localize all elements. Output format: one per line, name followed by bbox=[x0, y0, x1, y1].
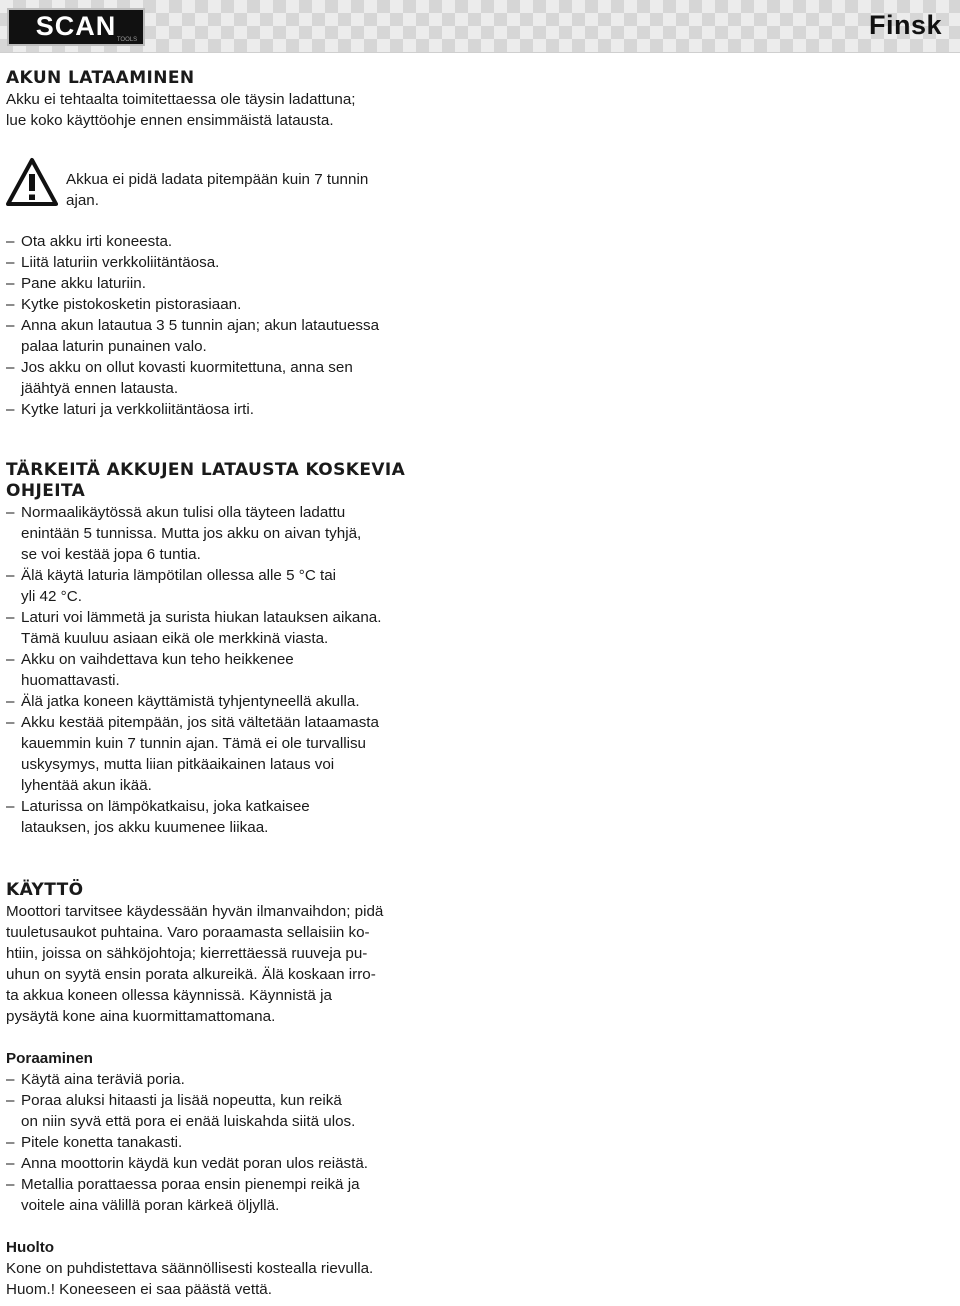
list-item: – Laturi voi lämmetä ja surista hiukan latauksen aikana. Tämä kuuluu asiaan eikä ole merkkinä viasta. bbox=[6, 607, 476, 649]
subsection-title: Poraaminen bbox=[6, 1050, 93, 1067]
section-title: TÄRKEITÄ AKKUJEN LATAUSTA KOSKEVIA OHJEITA bbox=[6, 460, 406, 501]
language-label: Finsk bbox=[868, 10, 942, 40]
list-item: – Laturissa on lämpökatkaisu, joka katkaisee latauksen, jos akku kuumenee liikaa. bbox=[6, 796, 476, 838]
drilling-list bbox=[6, 1069, 476, 1216]
section-title: KÄYTTÖ bbox=[6, 880, 84, 900]
section-maintenance bbox=[6, 1237, 476, 1300]
charging-steps bbox=[6, 231, 476, 420]
list-item: – Liitä laturiin verkkoliitäntäosa. bbox=[6, 252, 476, 273]
list-item: – Jos akku on ollut kovasti kuormitettuna, anna sen jäähtyä ennen latausta. bbox=[6, 357, 476, 399]
header-band bbox=[0, 0, 960, 53]
spacer bbox=[6, 1216, 476, 1237]
scan-logo bbox=[7, 8, 145, 46]
list-item: – Akku kestää pitempään, jos sitä vältetään lataamasta kauemmin kuin 7 tunnin ajan. Tämä ei ole turvallisu uskysymys, mutta liian pitkäaikainen lataus voi lyhentää akun ikää. bbox=[6, 712, 476, 796]
list-item: – Anna akun latautua 3 5 tunnin ajan; akun latautuessa palaa laturin punainen valo. bbox=[6, 315, 476, 357]
section-charging bbox=[6, 68, 476, 420]
list-item: – Pane akku laturiin. bbox=[6, 273, 476, 294]
list-item: – Kytke laturi ja verkkoliitäntäosa irti. bbox=[6, 399, 476, 420]
subsection-title: Huolto bbox=[6, 1239, 55, 1256]
section-title: AKUN LATAAMINEN bbox=[6, 68, 195, 88]
list-item: – Normaalikäytössä akun tulisi olla täyteen ladattu enintään 5 tunnissa. Mutta jos akku on aivan tyhjä, se voi kestää jopa 6 tuntia. bbox=[6, 502, 476, 565]
spacer bbox=[6, 1027, 476, 1048]
section-usage bbox=[6, 880, 476, 1027]
list-item: – Ota akku irti koneesta. bbox=[6, 231, 476, 252]
logo-subtext: TOOLS bbox=[116, 37, 138, 43]
list-item: – Kytke pistokosketin pistorasiaan. bbox=[6, 294, 476, 315]
logo-text: SCAN bbox=[35, 11, 117, 41]
list-item: – Anna moottorin käydä kun vedät poran ulos reiästä. bbox=[6, 1153, 476, 1174]
maintenance-text: Kone on puhdistettava säännöllisesti kostealla rievulla. Huom.! Koneeseen ei saa päästä vettä. bbox=[6, 1260, 374, 1298]
warning-block bbox=[6, 161, 476, 211]
warning-text: Akkua ei pidä ladata pitempään kuin 7 tunnin ajan. bbox=[66, 171, 369, 209]
list-item: – Käytä aina teräviä poria. bbox=[6, 1069, 476, 1090]
spacer bbox=[6, 420, 476, 460]
list-item: – Pitele konetta tanakasti. bbox=[6, 1132, 476, 1153]
manual-content bbox=[6, 68, 476, 1300]
intro-text: Akku ei tehtaalta toimitettaessa ole täysin ladattuna; lue koko käyttöohje ennen ensimmäistä latausta. bbox=[6, 91, 356, 129]
list-item: – Älä käytä laturia lämpötilan ollessa alle 5 °C tai yli 42 °C. bbox=[6, 565, 476, 607]
list-item: – Poraa aluksi hitaasti ja lisää nopeutta, kun reikä on niin syvä että pora ei enää luiskahda siitä ulos. bbox=[6, 1090, 476, 1132]
spacer bbox=[6, 838, 476, 880]
usage-text: Moottori tarvitsee käydessään hyvän ilmanvaihdon; pidä tuuletusaukot puhtaina. Varo poraamasta sellaisiin ko- htiin, joissa on sähköjohtoja; kierrettäessä ruuveja pu- uhun on syytä ensin porata alkureikä. Älä koskaan irro- ta akkua koneen ollessa käynnissä. Käynnistä ja pysäytä kone aina kuormittamattomana. bbox=[6, 903, 384, 1025]
list-item: – Metallia porattaessa poraa ensin pienempi reikä ja voitele aina välillä poran kärkeä öljyllä. bbox=[6, 1174, 476, 1216]
section-drilling bbox=[6, 1048, 476, 1216]
list-item: – Älä jatka koneen käyttämistä tyhjentyneellä akulla. bbox=[6, 691, 476, 712]
list-item: – Akku on vaihdettava kun teho heikkenee huomattavasti. bbox=[6, 649, 476, 691]
important-list bbox=[6, 502, 476, 838]
section-important bbox=[6, 460, 476, 838]
warning-triangle-icon bbox=[6, 157, 58, 207]
